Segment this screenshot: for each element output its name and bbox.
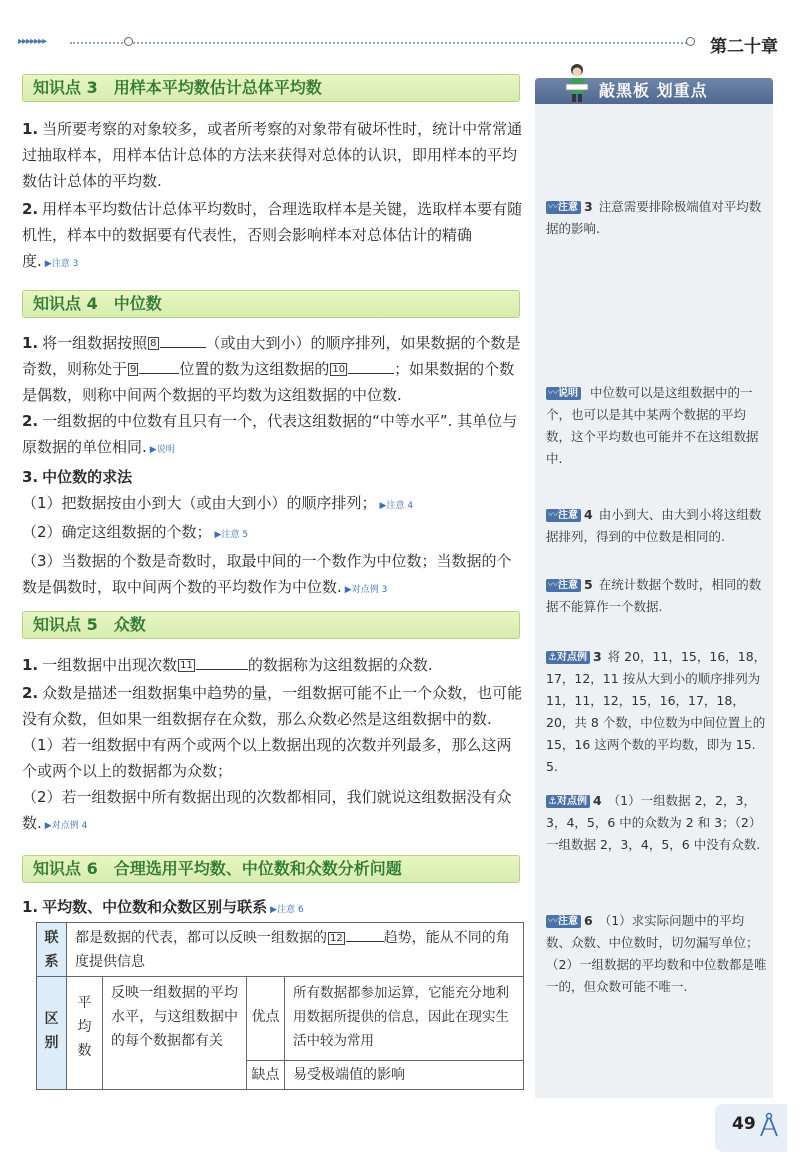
table-cell-pingjun: 平均数 — [67, 977, 103, 1089]
s5-paragraph-2: 2. 众数是描述一组数据集中趋势的量，一组数据可能不止一个众数，也可能没有众数，但如果一组数据存在众数，那么众数必然是这组数据中的数. （1）若一组数据中有两个或两个以上数据出现的次数并列最多，那么这两个或两个以上的数据都为众数； （2）若一组数据中所有数据出现的次数都相同，我们就说这组数据没有众数. ▶对点例 4 — [22, 680, 524, 839]
sidebar-banner: 敲黑板 划重点 — [535, 78, 773, 104]
section-label: 知识点 5 — [33, 615, 98, 634]
header-circle-icon — [124, 37, 133, 46]
sub-item-1: （1）若一组数据中有两个或两个以上数据出现的次数并列最多，那么这两个或两个以上的数据都为众数； — [22, 736, 512, 780]
fill-blank[interactable] — [160, 334, 206, 348]
section-title: 众数 — [113, 615, 146, 634]
blank-number: 8 — [150, 338, 157, 349]
ref-link[interactable]: ▶注意 6 — [270, 905, 304, 915]
table-cell-youdian-desc: 所有数据都参加运算，它能充分地利用数据所提供的信息，因此在现实生活中较为常用 — [285, 977, 523, 1061]
table-cell-quedian: 缺点 — [247, 1061, 285, 1089]
fill-blank[interactable] — [346, 928, 384, 942]
fill-blank[interactable] — [348, 360, 394, 374]
table-cell-pingjun-desc: 反映一组数据的平均水平，与这组数据中的每个数据都有关 — [103, 977, 247, 1089]
ref-link[interactable]: ▶对点例 4 — [44, 821, 88, 831]
s6-paragraph-1: 1. 平均数、中位数和众数区别与联系 ▶注意 6 — [22, 898, 304, 916]
section-label: 知识点 3 — [33, 78, 98, 97]
section-header-5 — [22, 611, 520, 639]
note-attention-4: 〰注意 4 由小到大、由大到小将这组数据排列，得到的中位数是相同的. — [546, 507, 762, 544]
comparison-table — [36, 922, 524, 1090]
header-arrows: ▸▸▸▸▸▸▸ — [18, 36, 47, 47]
page-number: 49 — [732, 1114, 756, 1134]
note-attention-3: 〰注意 3 注意需要排除极端值对平均数据的影响. — [546, 199, 762, 236]
section-header-3 — [22, 74, 520, 102]
section-title: 用样本平均数估计总体平均数 — [113, 78, 322, 97]
step-3: （3）当数据的个数是奇数时，取最中间的一个数作为中位数；当数据的个数是偶数时，取中间两个数的平均数作为中位数. ▶对点例 3 — [22, 552, 512, 596]
note-badge: 〰注意 — [546, 509, 581, 522]
table-cell-lianxi: 都是数据的代表，都可以反映一组数据的 12 趋势，能从不同的角度提供信息 — [67, 923, 523, 977]
note-example-3: ⚓对点例 3 将 20，11，15，16，18，17，12，11 按从大到小的顺序排列为 11，11，12，15，16，17，18，20，共 8 个数，中位数为中间位置上的 15，16 这两个数的平均数，即为 15. 5. — [546, 649, 767, 774]
fill-blank[interactable] — [196, 656, 248, 670]
note-badge: 〰注意 — [546, 579, 581, 592]
s3-paragraph-1: 1. 当所要考察的对象较多，或者所考察的对象带有破坏性时，统计中常常通过抽取样本，用样本估计总体的方法来获得对总体的认识，即用样本的平均数估计总体的平均数. — [22, 120, 523, 190]
note-badge: 〰说明 — [546, 387, 581, 400]
section-title: 合理选用平均数、中位数和众数分析问题 — [113, 859, 402, 878]
ref-link[interactable]: ▶对点例 3 — [344, 585, 388, 595]
header-dotted-line — [70, 42, 690, 44]
ref-link[interactable]: ▶注意 5 — [214, 530, 249, 540]
blank-number: 12 — [330, 932, 343, 944]
section-header-6 — [22, 855, 520, 883]
blank-number: 9 — [130, 364, 137, 375]
table-tag-lianxi: 联系 — [37, 923, 67, 977]
note-example-4: ⚓对点例 4 （1）一组数据 2，2，3，3，4，5，6 中的众数为 2 和 3；（2）一组数据 2，3，4，5，6 中没有众数. — [546, 793, 762, 852]
ref-link[interactable]: ▶注意 3 — [44, 259, 79, 269]
chapter-title: 第二十章 — [710, 37, 778, 57]
section-title: 中位数 — [113, 294, 162, 313]
note-attention-5: 〰注意 5 在统计数据个数时，相同的数据不能算作一个数据. — [546, 577, 762, 614]
s4-paragraph-2: 2. 一组数据的中位数有且只有一个，代表这组数据的“中等水平”. 其单位与原数据的单位相同. ▶说明 — [22, 412, 518, 456]
note-attention-6: 〰注意 6 （1）求实际问题中的平均数、众数、中位数时，切勿漏写单位；（2）一组数据的平均数和中位数都是唯一的，但众数可能不唯一. — [546, 913, 767, 994]
note-badge: ⚓对点例 — [546, 795, 590, 808]
note-badge: 〰注意 — [546, 915, 581, 928]
note-badge: ⚓对点例 — [546, 651, 590, 664]
section-label: 知识点 4 — [33, 294, 98, 313]
ref-link[interactable]: ▶说明 — [149, 445, 175, 455]
blank-number: 11 — [180, 660, 193, 671]
sub-item-2: （2）若一组数据中所有数据出现的次数都相同，我们就说这组数据没有众数. ▶对点例 4 — [22, 788, 512, 832]
s5-paragraph-1: 1. 一组数据中出现次数 11 的数据称为这组数据的众数. — [22, 656, 433, 674]
table-tag-qubie: 区别 — [37, 977, 67, 1089]
note-badge: 〰注意 — [546, 201, 581, 214]
table-cell-quedian-desc: 易受极端值的影响 — [293, 1067, 405, 1083]
compass-icon — [758, 1112, 780, 1138]
step-1: （1）把数据按由小到大（或由大到小）的顺序排列； ▶注意 4 — [22, 494, 414, 512]
section-header-4 — [22, 290, 520, 318]
fill-blank[interactable] — [139, 360, 179, 374]
step-2: （2）确定这组数据的个数； ▶注意 5 — [22, 523, 249, 541]
teacher-illustration — [562, 62, 592, 102]
section-label: 知识点 6 — [33, 859, 98, 878]
s3-paragraph-2: 2. 用样本平均数估计总体平均数时，合理选取样本是关键，选取样本要有随机性，样本中的数据要有代表性，否则会影响样本对总体估计的精确度. ▶注意 3 — [22, 200, 523, 270]
ref-link[interactable]: ▶注意 4 — [379, 501, 414, 511]
table-cell-youdian: 优点 — [247, 977, 285, 1061]
s4-paragraph-3: 3. 中位数的求法 （1）把数据按由小到大（或由大到小）的顺序排列； ▶注意 4 （2）确定这组数据的个数； ▶注意 5 （3）当数据的个数是奇数时，取最中间的一个数作为中位数；当数据的个数是偶数时，取中间两个数的平均数作为中位数. ▶对点例 3 — [22, 464, 524, 603]
s4-paragraph-1: 1. 将一组数据按照 8 （或由大到小）的顺序排列，如果数据的个数是奇数，则称处于 9 位置的数为这组数据的 10 ；如果数据的个数是偶数，则称中间两个数据的平均数为这组数据的中位数. — [22, 334, 521, 404]
note-explanation: 〰说明 中位数可以是这组数据中的一个，也可以是其中某两个数据的平均数，这个平均数也可能并不在这组数据中. — [546, 385, 759, 466]
header-circle-icon — [686, 37, 695, 46]
blank-number: 10 — [332, 364, 346, 375]
